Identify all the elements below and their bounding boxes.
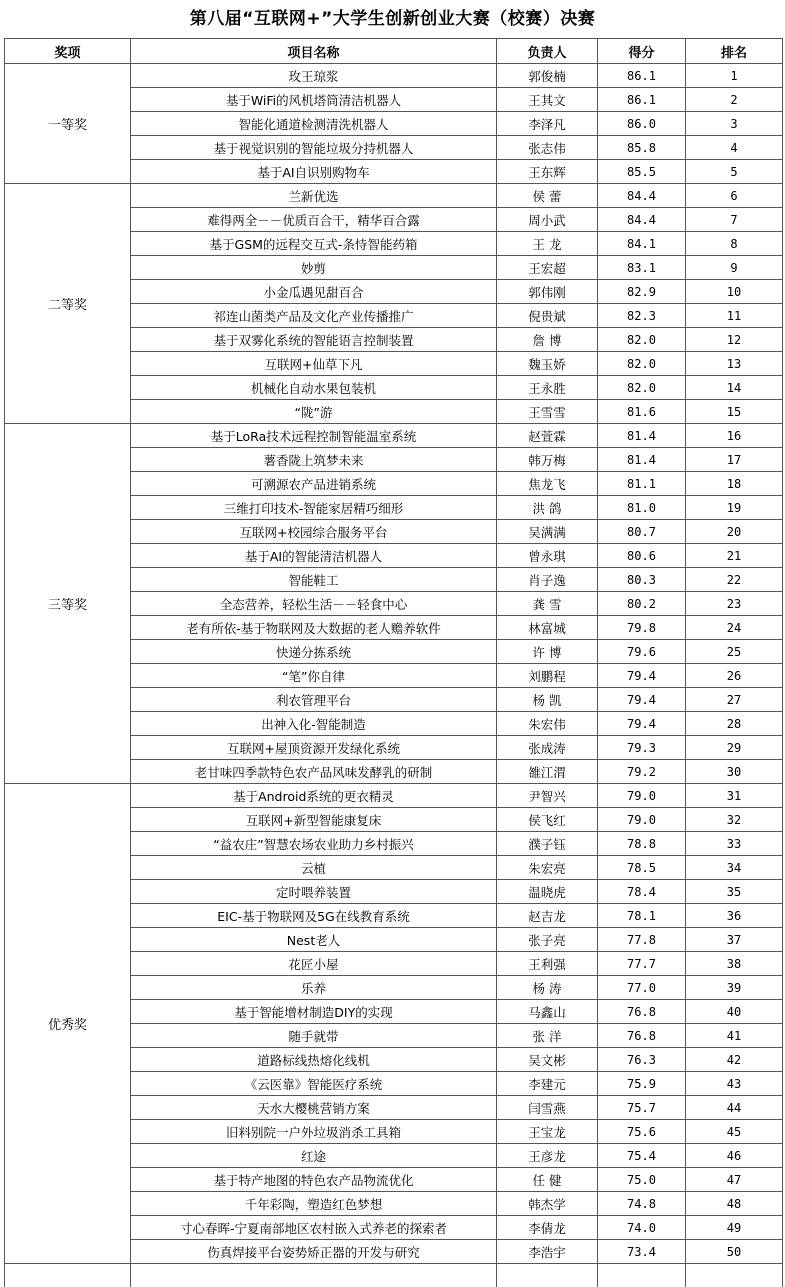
leader-cell: 尹智兴 [497,784,598,808]
project-cell: 老有所依-基于物联网及大数据的老人赡养软件 [131,616,497,640]
leader-cell: 赵萱霖 [497,424,598,448]
table-row [5,64,783,88]
project-cell: 妙剪 [131,256,497,280]
rank-cell: 26 [686,664,783,688]
project-cell: 互联网+新型智能康复床 [131,808,497,832]
leader-cell: 刘鹏程 [497,664,598,688]
score-cell: 85.8 [598,136,686,160]
project-cell: 伤真焊接平台姿势矫正器的开发与研究 [131,1240,497,1264]
score-cell: 86.0 [598,112,686,136]
score-cell: 85.5 [598,160,686,184]
leader-cell: 韩万梅 [497,448,598,472]
leader-cell: 张志伟 [497,136,598,160]
project-cell: 互联网+仙草下凡 [131,352,497,376]
project-cell: 基于智能增材制造DIY的实现 [131,1000,497,1024]
project-cell: 难得两全－－优质百合干，精华百合露 [131,208,497,232]
score-cell: 73.4 [598,1240,686,1264]
rank-cell: 35 [686,880,783,904]
rank-cell: 50 [686,1240,783,1264]
leader-cell: 雒江渭 [497,760,598,784]
project-cell: 旧料别院一户外垃圾消杀工具箱 [131,1120,497,1144]
score-cell: 77.7 [598,952,686,976]
leader-cell: 王永胜 [497,376,598,400]
spacer-cell [598,1264,686,1287]
rank-cell: 20 [686,520,783,544]
score-cell: 80.6 [598,544,686,568]
leader-cell: 闫雪燕 [497,1096,598,1120]
project-cell: 花匠小屋 [131,952,497,976]
spacer-cell [5,1264,131,1287]
rank-cell: 3 [686,112,783,136]
score-cell: 74.0 [598,1216,686,1240]
project-cell: 三维打印技术-智能家居精巧细形 [131,496,497,520]
score-cell: 77.0 [598,976,686,1000]
leader-cell: 洪 鸽 [497,496,598,520]
table-row [5,184,783,208]
project-cell: 云植 [131,856,497,880]
score-cell: 79.3 [598,736,686,760]
leader-cell: 魏玉娇 [497,352,598,376]
leader-cell: 吴文彬 [497,1048,598,1072]
score-cell: 75.9 [598,1072,686,1096]
score-cell: 78.4 [598,880,686,904]
leader-cell: 侯 蕾 [497,184,598,208]
score-cell: 76.3 [598,1048,686,1072]
rank-cell: 43 [686,1072,783,1096]
rank-cell: 15 [686,400,783,424]
leader-cell: 林富城 [497,616,598,640]
project-cell: 天水大樱桃营销方案 [131,1096,497,1120]
project-cell: “笔”你自律 [131,664,497,688]
award-cell: 三等奖 [5,424,131,784]
rank-cell: 34 [686,856,783,880]
leader-cell: 倪贵斌 [497,304,598,328]
rank-cell: 23 [686,592,783,616]
project-cell: 智能化通道检测清洗机器人 [131,112,497,136]
leader-cell: 许 博 [497,640,598,664]
rank-cell: 37 [686,928,783,952]
project-cell: 基于双雾化系统的智能语言控制装置 [131,328,497,352]
leader-cell: 王彦龙 [497,1144,598,1168]
score-cell: 79.4 [598,712,686,736]
score-cell: 84.1 [598,232,686,256]
project-cell: 随手就带 [131,1024,497,1048]
leader-cell: 曾永琪 [497,544,598,568]
rank-cell: 46 [686,1144,783,1168]
project-cell: “益农庄”智慧农场农业助力乡村振兴 [131,832,497,856]
project-cell: 小金瓜遇见甜百合 [131,280,497,304]
project-cell: 千年彩陶，塑造红色梦想 [131,1192,497,1216]
project-cell: 基于AI自识别购物车 [131,160,497,184]
rank-cell: 10 [686,280,783,304]
page-title: 第八届“互联网+”大学生创新创业大赛（校赛）决赛 [0,0,785,38]
header-leader: 负责人 [497,39,598,64]
table-row [5,784,783,808]
leader-cell: 王宝龙 [497,1120,598,1144]
rank-cell: 44 [686,1096,783,1120]
results-table [4,38,783,1287]
leader-cell: 周小武 [497,208,598,232]
score-cell: 79.4 [598,664,686,688]
rank-cell: 11 [686,304,783,328]
rank-cell: 9 [686,256,783,280]
rank-cell: 31 [686,784,783,808]
rank-cell: 27 [686,688,783,712]
award-cell: 优秀奖 [5,784,131,1264]
project-cell: 基于视觉识别的智能垃圾分持机器人 [131,136,497,160]
project-cell: 乐养 [131,976,497,1000]
rank-cell: 7 [686,208,783,232]
table-body [5,64,783,1287]
project-cell: 基于WiFi的风机塔筒清洁机器人 [131,88,497,112]
project-cell: 定时喂养装置 [131,880,497,904]
leader-cell: 王宏超 [497,256,598,280]
project-cell: 道路标线热熔化线机 [131,1048,497,1072]
leader-cell: 韩杰学 [497,1192,598,1216]
score-cell: 78.1 [598,904,686,928]
table-spacer-row [5,1264,783,1287]
leader-cell: 詹 博 [497,328,598,352]
leader-cell: 龚 雪 [497,592,598,616]
header-row [5,39,783,64]
rank-cell: 18 [686,472,783,496]
score-cell: 76.8 [598,1000,686,1024]
leader-cell: 李建元 [497,1072,598,1096]
score-cell: 82.0 [598,352,686,376]
project-cell: 老甘味四季款特色农产品风味发酵乳的研制 [131,760,497,784]
rank-cell: 49 [686,1216,783,1240]
project-cell: 出神入化-智能制造 [131,712,497,736]
score-cell: 81.4 [598,424,686,448]
leader-cell: 王东辉 [497,160,598,184]
project-cell: 智能鞋工 [131,568,497,592]
score-cell: 76.8 [598,1024,686,1048]
project-cell: 《云医靠》智能医疗系统 [131,1072,497,1096]
project-cell: 红途 [131,1144,497,1168]
score-cell: 81.4 [598,448,686,472]
score-cell: 79.4 [598,688,686,712]
score-cell: 77.8 [598,928,686,952]
score-cell: 74.8 [598,1192,686,1216]
leader-cell: 肖子逸 [497,568,598,592]
rank-cell: 48 [686,1192,783,1216]
header-rank: 排名 [686,39,783,64]
score-cell: 78.8 [598,832,686,856]
rank-cell: 14 [686,376,783,400]
score-cell: 79.0 [598,808,686,832]
project-cell: 互联网+屋顶资源开发绿化系统 [131,736,497,760]
score-cell: 86.1 [598,64,686,88]
leader-cell: 焦龙飞 [497,472,598,496]
rank-cell: 1 [686,64,783,88]
project-cell: 互联网+校园综合服务平台 [131,520,497,544]
leader-cell: 马鑫山 [497,1000,598,1024]
score-cell: 79.2 [598,760,686,784]
score-cell: 75.6 [598,1120,686,1144]
rank-cell: 40 [686,1000,783,1024]
score-cell: 86.1 [598,88,686,112]
leader-cell: 王雪雪 [497,400,598,424]
leader-cell: 任 健 [497,1168,598,1192]
project-cell: 快递分拣系统 [131,640,497,664]
score-cell: 80.7 [598,520,686,544]
rank-cell: 41 [686,1024,783,1048]
rank-cell: 39 [686,976,783,1000]
score-cell: 79.0 [598,784,686,808]
rank-cell: 22 [686,568,783,592]
rank-cell: 4 [686,136,783,160]
rank-cell: 32 [686,808,783,832]
score-cell: 75.7 [598,1096,686,1120]
project-cell: 全态营养，轻松生活－－轻食中心 [131,592,497,616]
project-cell: 机械化自动水果包装机 [131,376,497,400]
rank-cell: 24 [686,616,783,640]
leader-cell: 王其文 [497,88,598,112]
rank-cell: 36 [686,904,783,928]
leader-cell: 李泽凡 [497,112,598,136]
leader-cell: 李倩龙 [497,1216,598,1240]
project-cell: 兰新优选 [131,184,497,208]
rank-cell: 12 [686,328,783,352]
score-cell: 80.2 [598,592,686,616]
rank-cell: 29 [686,736,783,760]
rank-cell: 33 [686,832,783,856]
leader-cell: 王利强 [497,952,598,976]
score-cell: 84.4 [598,184,686,208]
score-cell: 75.4 [598,1144,686,1168]
header-project: 项目名称 [131,39,497,64]
rank-cell: 30 [686,760,783,784]
spacer-cell [131,1264,497,1287]
spacer-cell [686,1264,783,1287]
score-cell: 83.1 [598,256,686,280]
rank-cell: 45 [686,1120,783,1144]
leader-cell: 张子亮 [497,928,598,952]
rank-cell: 16 [686,424,783,448]
score-cell: 81.1 [598,472,686,496]
project-cell: “陇”游 [131,400,497,424]
project-cell: EIC-基于物联网及5G在线教育系统 [131,904,497,928]
rank-cell: 19 [686,496,783,520]
project-cell: 基于Android系统的更衣精灵 [131,784,497,808]
project-cell: 玫王琼浆 [131,64,497,88]
score-cell: 82.0 [598,328,686,352]
leader-cell: 朱宏亮 [497,856,598,880]
score-cell: 81.6 [598,400,686,424]
project-cell: 基于LoRa技术远程控制智能温室系统 [131,424,497,448]
score-cell: 81.0 [598,496,686,520]
leader-cell: 温晓虎 [497,880,598,904]
rank-cell: 2 [686,88,783,112]
header-award: 奖项 [5,39,131,64]
leader-cell: 赵吉龙 [497,904,598,928]
award-cell: 二等奖 [5,184,131,424]
leader-cell: 濮子钰 [497,832,598,856]
project-cell: 可溯源农产品进销系统 [131,472,497,496]
score-cell: 75.0 [598,1168,686,1192]
leader-cell: 郭伟刚 [497,280,598,304]
score-cell: 82.0 [598,376,686,400]
leader-cell: 张成涛 [497,736,598,760]
leader-cell: 张 洋 [497,1024,598,1048]
project-cell: Nest老人 [131,928,497,952]
project-cell: 薯香陇上筑梦未来 [131,448,497,472]
project-cell: 寸心春晖-宁夏南部地区农村嵌入式养老的探索者 [131,1216,497,1240]
score-cell: 78.5 [598,856,686,880]
leader-cell: 李浩宇 [497,1240,598,1264]
rank-cell: 17 [686,448,783,472]
leader-cell: 吴满满 [497,520,598,544]
table-row [5,424,783,448]
score-cell: 79.8 [598,616,686,640]
score-cell: 80.3 [598,568,686,592]
leader-cell: 侯飞红 [497,808,598,832]
rank-cell: 47 [686,1168,783,1192]
rank-cell: 8 [686,232,783,256]
rank-cell: 42 [686,1048,783,1072]
leader-cell: 杨 凯 [497,688,598,712]
project-cell: 利农管理平台 [131,688,497,712]
rank-cell: 25 [686,640,783,664]
spacer-cell [497,1264,598,1287]
leader-cell: 郭俊楠 [497,64,598,88]
header-score: 得分 [598,39,686,64]
project-cell: 基于特产地图的特色农产品物流优化 [131,1168,497,1192]
leader-cell: 杨 涛 [497,976,598,1000]
score-cell: 82.3 [598,304,686,328]
award-cell: 一等奖 [5,64,131,184]
rank-cell: 5 [686,160,783,184]
project-cell: 基于AI的智能清洁机器人 [131,544,497,568]
rank-cell: 38 [686,952,783,976]
score-cell: 84.4 [598,208,686,232]
rank-cell: 13 [686,352,783,376]
score-cell: 82.9 [598,280,686,304]
score-cell: 79.6 [598,640,686,664]
leader-cell: 朱宏伟 [497,712,598,736]
project-cell: 基于GSM的远程交互式-条恃智能药箱 [131,232,497,256]
rank-cell: 21 [686,544,783,568]
project-cell: 祁连山菌类产品及文化产业传播推广 [131,304,497,328]
rank-cell: 6 [686,184,783,208]
leader-cell: 王 龙 [497,232,598,256]
rank-cell: 28 [686,712,783,736]
